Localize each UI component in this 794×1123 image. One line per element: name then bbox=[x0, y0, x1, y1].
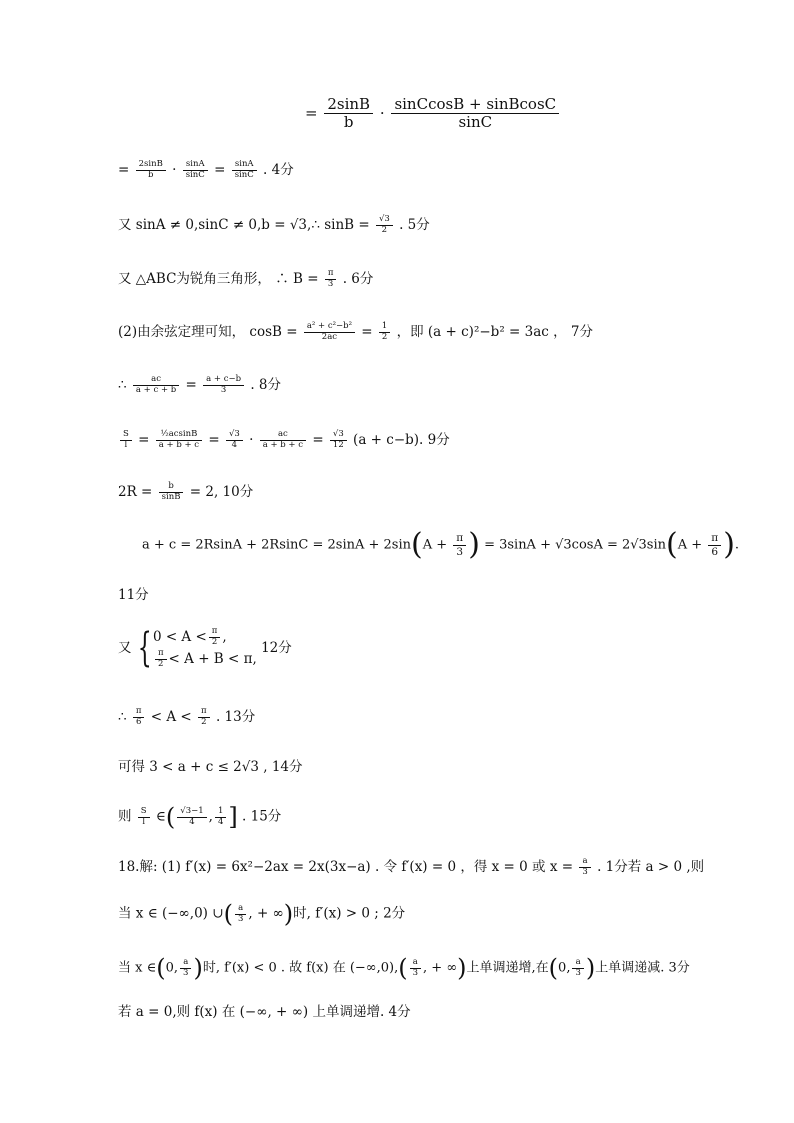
line-text: 当 x ∈ (−∞,0) ∪ bbox=[118, 905, 224, 922]
dot-operator: · bbox=[172, 162, 177, 178]
numerator: ac bbox=[133, 375, 179, 386]
line-text: 又 sinA ≠ 0,sinC ≠ 0,b = √3,∴ sinB = bbox=[118, 217, 370, 233]
numerator: a bbox=[180, 958, 191, 969]
fraction bbox=[325, 269, 337, 290]
denominator: 2 bbox=[381, 225, 388, 235]
fraction bbox=[391, 96, 559, 132]
line-text-tail: . 1分若 a > 0 ,则 bbox=[597, 859, 705, 875]
left-brace: { bbox=[137, 625, 152, 671]
left-paren: ( bbox=[411, 527, 423, 562]
left-paren: ( bbox=[398, 954, 408, 982]
line-text: 则 bbox=[118, 808, 132, 825]
denominator: sinB bbox=[161, 492, 181, 502]
dot-operator: · bbox=[379, 103, 385, 122]
numerator: S bbox=[138, 807, 150, 818]
left-paren: ( bbox=[156, 954, 166, 982]
equation-line-15 bbox=[118, 857, 704, 878]
numerator: b bbox=[159, 482, 184, 493]
right-paren: ) bbox=[585, 954, 596, 982]
score-label: 11分 bbox=[118, 587, 149, 603]
denominator: 2ac bbox=[321, 332, 338, 342]
fraction bbox=[156, 430, 202, 451]
equation-line-18 bbox=[118, 1002, 411, 1022]
numerator: π bbox=[325, 269, 337, 280]
equation-line-9 bbox=[142, 527, 740, 562]
equation-line-17 bbox=[118, 953, 690, 983]
right-paren: ) bbox=[723, 527, 735, 562]
denominator: b bbox=[343, 113, 354, 132]
denominator: 2 bbox=[201, 717, 207, 727]
denominator: a + c + b bbox=[135, 385, 177, 395]
line-text-tail: = 2, 10分 bbox=[189, 484, 254, 500]
fraction bbox=[232, 160, 257, 181]
line-text-tail: 时, f′(x) > 0 ; 2分 bbox=[293, 905, 406, 922]
denominator: a + b + c bbox=[262, 440, 304, 450]
denominator: 3 bbox=[456, 545, 464, 558]
inner-text: , + ∞ bbox=[248, 905, 284, 922]
fraction bbox=[155, 649, 167, 670]
denominator: 2 bbox=[381, 332, 388, 342]
line-text: 当 x ∈ bbox=[118, 960, 157, 976]
denominator: sinC bbox=[185, 170, 205, 180]
system-row-1 bbox=[153, 626, 257, 648]
equation-line-13 bbox=[118, 757, 303, 777]
score-label: . 6分 bbox=[342, 271, 374, 287]
denominator: l bbox=[124, 440, 128, 450]
line-text: = 3sinA + √3cosA = 2√3sin bbox=[484, 537, 667, 553]
inner-text: A + bbox=[677, 537, 703, 553]
denominator: 3 bbox=[220, 385, 227, 395]
fraction bbox=[209, 627, 221, 648]
equation-line-16 bbox=[118, 899, 405, 929]
denominator: sinC bbox=[234, 170, 254, 180]
score-label: . 8分 bbox=[250, 377, 282, 393]
equation-line-3 bbox=[118, 215, 430, 236]
equation-line-1 bbox=[305, 96, 561, 132]
denominator: 3 bbox=[412, 967, 419, 978]
numerator: π bbox=[155, 649, 167, 660]
fraction bbox=[226, 430, 243, 451]
fraction bbox=[235, 904, 246, 925]
line-text: 2R = bbox=[118, 484, 153, 500]
denominator: l bbox=[142, 816, 146, 827]
denominator: 3 bbox=[582, 867, 588, 877]
equals-sign: = bbox=[138, 432, 150, 448]
score-label: . 4分 bbox=[263, 162, 294, 178]
system-rows bbox=[153, 626, 257, 670]
numerator: a bbox=[410, 958, 421, 969]
score-label: . 13分 bbox=[215, 709, 256, 725]
numerator: ac bbox=[260, 430, 306, 441]
equation-line-12 bbox=[118, 707, 255, 728]
numerator: a bbox=[235, 904, 246, 915]
score-label: . 15分 bbox=[242, 808, 282, 825]
fraction bbox=[330, 430, 347, 451]
fraction bbox=[572, 958, 583, 979]
line-text-tail: 上单调递减. 3分 bbox=[595, 960, 690, 976]
comma: , bbox=[208, 808, 213, 825]
score-label: 12分 bbox=[261, 640, 292, 656]
equation-line-14 bbox=[118, 802, 281, 832]
therefore-sign: ∴ bbox=[118, 709, 127, 725]
equation-line-5 bbox=[118, 322, 593, 343]
denominator: 3 bbox=[183, 967, 189, 978]
line-text: (2)由余弦定理可知， cosB = bbox=[118, 324, 298, 340]
fraction bbox=[324, 96, 373, 132]
fraction bbox=[136, 160, 166, 181]
fraction bbox=[260, 430, 306, 451]
therefore-sign: ∴ bbox=[118, 377, 127, 393]
fraction bbox=[183, 160, 208, 181]
fraction bbox=[133, 375, 179, 396]
numerator: a² + c²−b² bbox=[304, 322, 355, 333]
right-paren: ) bbox=[457, 954, 467, 982]
denominator: 12 bbox=[332, 440, 344, 450]
numerator: a bbox=[572, 958, 583, 969]
inner-text: 0, bbox=[165, 960, 179, 976]
numerator: π bbox=[708, 532, 721, 545]
equation-line-8 bbox=[118, 482, 253, 503]
line-text: 又 bbox=[118, 640, 132, 656]
line-text: 可得 3 < a + c ≤ 2√3 , 14分 bbox=[118, 759, 303, 775]
inner-text: A + bbox=[422, 537, 448, 553]
score-label: . 5分 bbox=[399, 217, 430, 233]
fraction bbox=[376, 215, 393, 236]
numerator: 1 bbox=[379, 322, 390, 333]
fraction bbox=[177, 807, 206, 828]
denominator: b bbox=[147, 170, 154, 180]
fraction bbox=[133, 707, 145, 728]
numerator: ½acsinB bbox=[156, 430, 202, 441]
numerator: 1 bbox=[215, 807, 226, 818]
fraction bbox=[379, 322, 390, 343]
equals-sign: = bbox=[361, 324, 373, 340]
right-paren: ) bbox=[193, 954, 203, 982]
row-text: , bbox=[222, 629, 227, 645]
left-paren: ( bbox=[548, 954, 559, 982]
score-line-11 bbox=[118, 585, 149, 605]
dot-operator: · bbox=[249, 432, 254, 448]
numerator: √3 bbox=[226, 430, 243, 441]
equals-sign: = bbox=[214, 162, 226, 178]
right-paren: ) bbox=[468, 527, 480, 562]
line-text: 上单调递增,在 bbox=[466, 960, 549, 976]
equals-sign: = bbox=[118, 162, 130, 178]
numerator: π bbox=[209, 627, 221, 638]
numerator: sinA bbox=[232, 160, 257, 171]
system-row-2 bbox=[153, 648, 257, 670]
equation-line-2 bbox=[118, 160, 294, 181]
line-text: 18.解: (1) f′(x) = 6x²−2ax = 2x(3x−a) . 令 f′(x) = 0 ，得 x = 0 或 x = bbox=[118, 859, 574, 875]
fraction bbox=[304, 322, 355, 343]
numerator: sinCcosB + sinBcosC bbox=[391, 96, 559, 114]
fraction bbox=[159, 482, 184, 503]
left-paren: ( bbox=[223, 900, 233, 928]
equation-line-system bbox=[118, 626, 292, 674]
denominator: a + b + c bbox=[158, 440, 200, 450]
right-bracket: ] bbox=[228, 803, 238, 831]
line-text-tail: (a + c−b). 9分 bbox=[353, 432, 450, 448]
numerator: π bbox=[133, 707, 145, 718]
equals-sign: = bbox=[305, 103, 318, 122]
fraction bbox=[453, 532, 466, 557]
denominator: 4 bbox=[189, 816, 195, 827]
numerator: a + c−b bbox=[203, 375, 244, 386]
numerator: √3 bbox=[376, 215, 393, 226]
denominator: 6 bbox=[135, 717, 142, 727]
denominator: sinC bbox=[458, 113, 493, 132]
inner-text: 0, bbox=[558, 960, 571, 976]
equals-sign: = bbox=[312, 432, 324, 448]
denominator: 4 bbox=[217, 816, 224, 827]
fraction bbox=[198, 707, 210, 728]
row-text: < A + B < π, bbox=[168, 651, 257, 667]
equals-sign: = bbox=[208, 432, 220, 448]
row-text: 0 < A < bbox=[152, 629, 207, 645]
fraction bbox=[708, 532, 721, 557]
denominator: 3 bbox=[327, 279, 334, 289]
fraction bbox=[579, 857, 590, 878]
line-text: a + c = 2RsinA + 2RsinC = 2sinA + 2sin bbox=[142, 537, 412, 553]
line-text: < A < bbox=[150, 709, 192, 725]
denominator: 3 bbox=[237, 913, 244, 924]
right-paren: ) bbox=[283, 900, 294, 928]
fraction bbox=[120, 430, 132, 451]
numerator: √3−1 bbox=[177, 807, 206, 818]
line-text: 又 △ABC为锐角三角形， ∴ B = bbox=[118, 271, 319, 287]
denominator: 4 bbox=[231, 440, 238, 450]
numerator: π bbox=[453, 532, 466, 545]
denominator: 6 bbox=[711, 545, 719, 558]
numerator: S bbox=[120, 430, 132, 441]
line-text-tail: ，即 (a + c)²−b² = 3ac ， 7分 bbox=[396, 324, 593, 340]
fraction bbox=[138, 807, 150, 828]
denominator: 2 bbox=[211, 637, 218, 647]
fraction bbox=[215, 807, 226, 828]
fraction bbox=[203, 375, 244, 396]
left-paren: ( bbox=[165, 803, 176, 831]
equation-line-4 bbox=[118, 269, 373, 290]
equation-line-7 bbox=[118, 430, 450, 451]
line-text: 时, f′(x) < 0 . 故 f(x) 在 (−∞,0), bbox=[202, 960, 399, 976]
numerator: π bbox=[198, 707, 210, 718]
denominator: 2 bbox=[158, 659, 164, 669]
denominator: 3 bbox=[575, 967, 581, 978]
numerator: a bbox=[579, 857, 590, 868]
equation-line-6 bbox=[118, 375, 281, 396]
line-text: 若 a = 0,则 f(x) 在 (−∞, + ∞) 上单调递增. 4分 bbox=[118, 1004, 411, 1020]
numerator: sinA bbox=[183, 160, 208, 171]
fraction bbox=[180, 958, 191, 979]
left-paren: ( bbox=[666, 527, 678, 562]
period: . bbox=[734, 537, 740, 553]
inner-text: , + ∞ bbox=[423, 960, 458, 976]
numerator: 2sinB bbox=[324, 96, 373, 114]
fraction bbox=[410, 958, 421, 979]
element-of-sign: ∈ bbox=[155, 808, 166, 825]
numerator: √3 bbox=[330, 430, 347, 441]
equals-sign: = bbox=[185, 377, 197, 393]
numerator: 2sinB bbox=[136, 160, 166, 171]
